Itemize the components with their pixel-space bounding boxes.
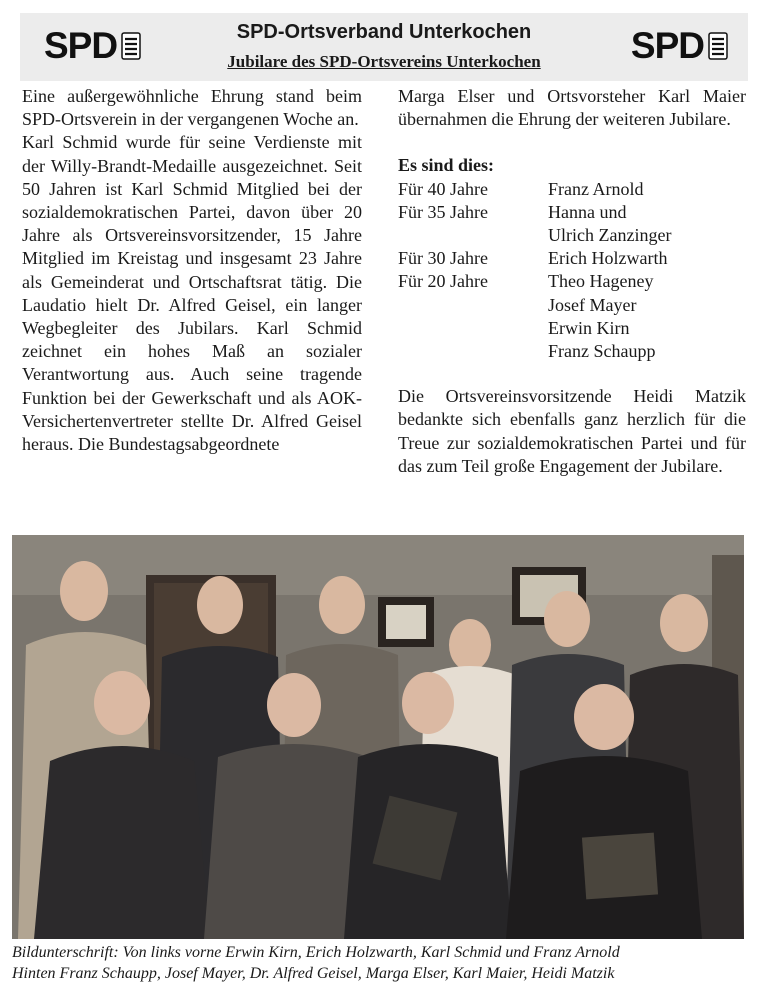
jubilar-row	[398, 201, 671, 247]
jubilar-names: Theo Hageney Josef Mayer Erwin Kirn Franz Schaupp	[548, 271, 656, 362]
header-subtitle: Jubilare des SPD-Ortsvereins Unterkochen	[227, 52, 541, 71]
jubilar-years: Für 20 Jahre	[398, 271, 488, 292]
header-title: SPD-Ortsverband Unterkochen	[236, 21, 532, 43]
jubilare-list	[398, 178, 671, 364]
coat-of-arms-icon	[121, 32, 141, 60]
group-photo	[12, 535, 744, 939]
jubilar-years: Für 30 Jahre	[398, 248, 488, 269]
article-left-column	[22, 85, 362, 456]
jubilare-heading: Es sind dies:	[398, 155, 495, 176]
article-paragraph: Eine außergewöhnliche Ehrung stand beim SPD-Ortsverein in der vergangenen Woche an.	[22, 86, 362, 130]
spd-logo-left	[44, 26, 141, 66]
article-header	[20, 13, 748, 81]
jubilar-row	[398, 178, 671, 201]
article-paragraph: Marga Elser und Ortsvorsteher Karl Maier übernahmen die Ehrung der weiteren Jubilare.	[398, 86, 746, 130]
article-paragraph: Die Ortsvereinsvorsitzende Heidi Matzik bedankte sich ebenfalls ganz herzlich für die Treue zur sozialdemokratischen Partei und für das zum Teil große Engagement der Jubilare.	[398, 386, 746, 476]
jubilar-years: Für 40 Jahre	[398, 178, 488, 199]
photo-caption	[12, 942, 756, 984]
spd-logo-right	[631, 26, 728, 66]
jubilar-years: Für 35 Jahre	[398, 201, 488, 222]
jubilar-names: Franz Arnold	[548, 178, 644, 199]
article-right-column	[398, 85, 746, 478]
jubilar-names: Erich Holzwarth	[548, 248, 668, 269]
jubilar-names: Hanna und Ulrich Zanzinger	[548, 201, 672, 246]
coat-of-arms-icon	[708, 32, 728, 60]
article-paragraph: Karl Schmid wurde für seine Verdienste mit der Willy-Brandt-Medaille ausgezeichnet. Seit 50 Jahren ist Karl Schmid Mitglied bei der sozialdemokratischen Partei, davon über 20 Jahre als Ortsvereinsvorsitzender, 15 Jahre Mitglied im Kreistag und insgesamt 23 Jahre als Gemeinderat und Ortschaftsrat tätig. Die Laudatio hielt Dr. Alfred Geisel, ein langer Wegbegleiter des Jubilars. Karl Schmid zeichnet ein hohes Maß an sozialer Verantwortung aus. Auch seine tragende Funktion bei der Gewerkschaft und als AOK-Versichertenvertreter stellte Dr. Alfred Geisel heraus. Die Bundestagsabgeordnete	[22, 132, 362, 455]
logo-text: SPD	[630, 25, 704, 66]
jubilar-row	[398, 247, 671, 270]
logo-text: SPD	[44, 25, 118, 66]
caption-line: Hinten Franz Schaupp, Josef Mayer, Dr. Alfred Geisel, Marga Elser, Karl Maier, Heidi Matzik	[12, 965, 615, 982]
caption-line: Bildunterschrift: Von links vorne Erwin Kirn, Erich Holzwarth, Karl Schmid und Franz Arnold	[12, 944, 620, 961]
jubilar-row	[398, 270, 671, 363]
